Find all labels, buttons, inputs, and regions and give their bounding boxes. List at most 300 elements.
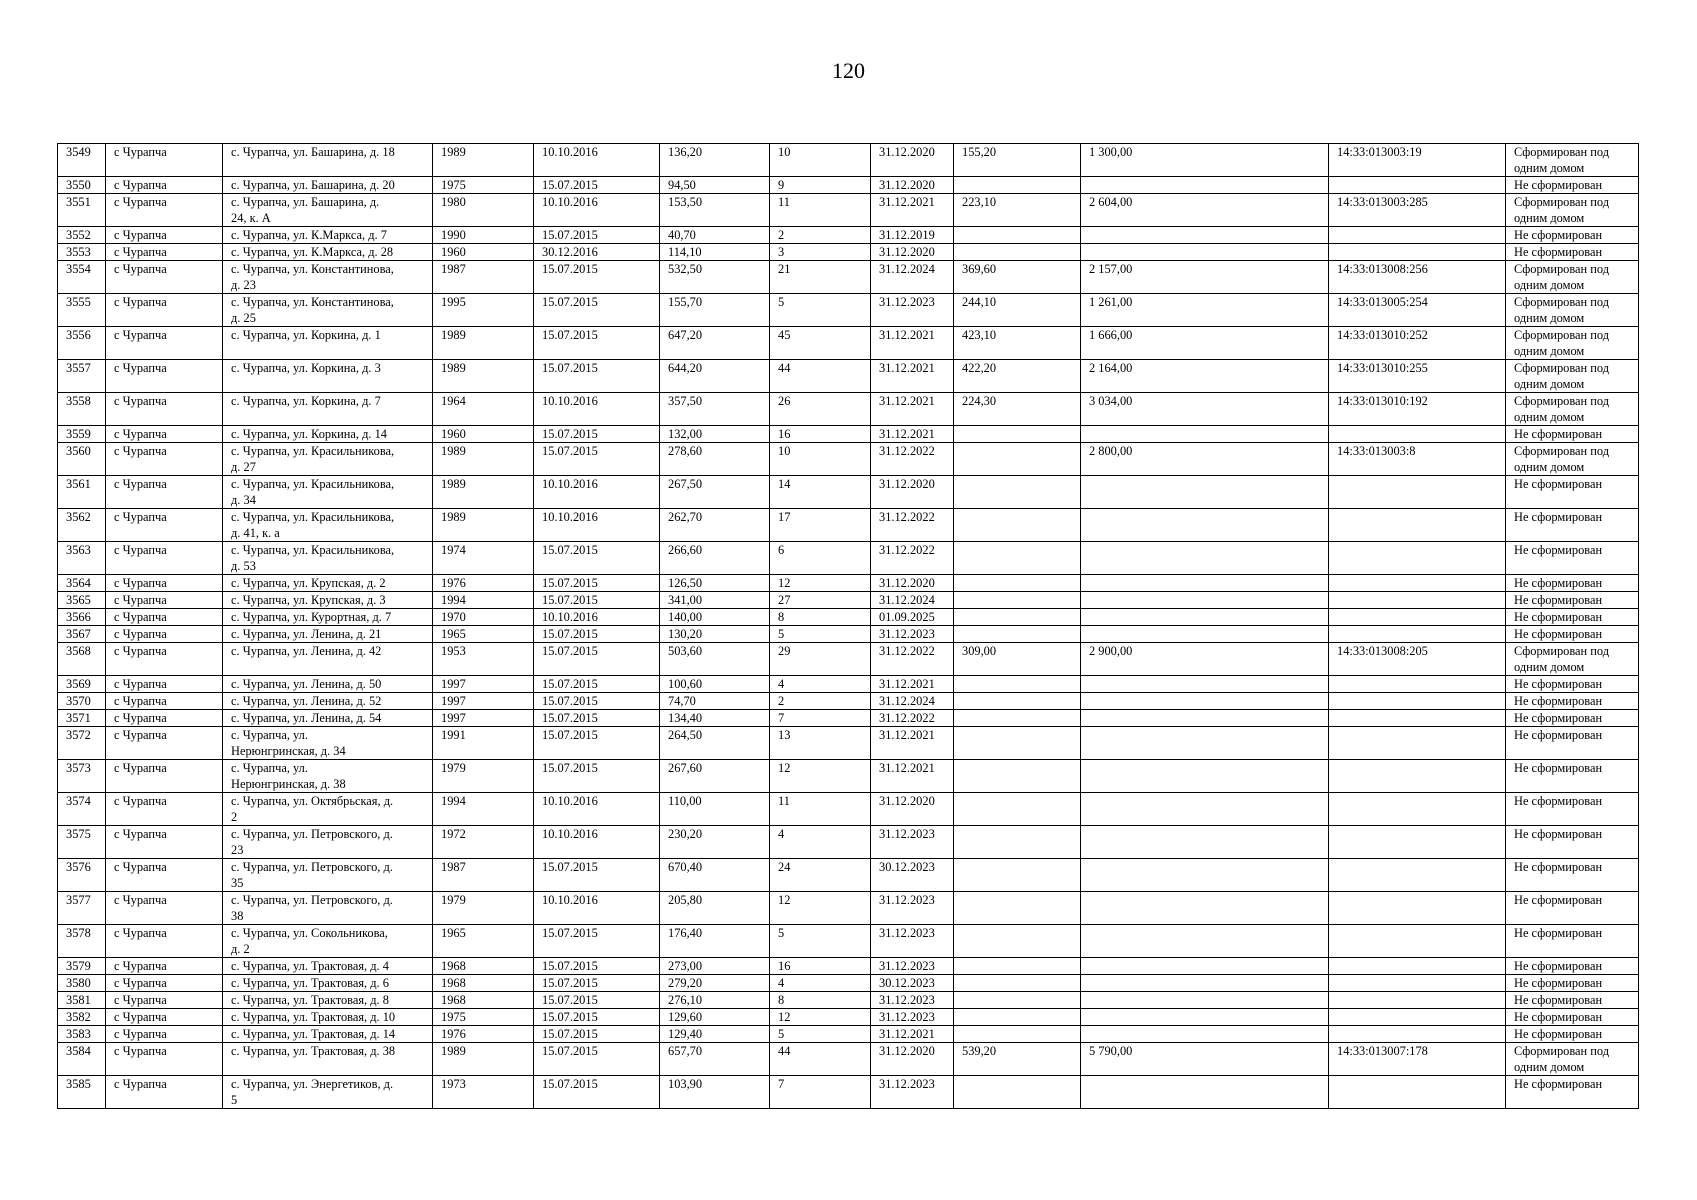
cell-address: с. Чурапча, ул. Ленина, д. 52: [223, 693, 433, 710]
cell-land-area: 369,60: [954, 261, 1081, 294]
cell-settlement: с Чурапча: [106, 958, 223, 975]
cell-cadastral-number: 14:33:013003:19: [1329, 144, 1506, 177]
cell-settlement: с Чурапча: [106, 1026, 223, 1043]
cell-land-area: [954, 693, 1081, 710]
cell-land-area: 244,10: [954, 294, 1081, 327]
cell-land-status: Не сформирован: [1506, 693, 1639, 710]
cell-number: 3553: [58, 244, 106, 261]
cell-land-area: 309,00: [954, 643, 1081, 676]
cell-number: 3573: [58, 760, 106, 793]
cell-number: 3554: [58, 261, 106, 294]
cell-number: 3583: [58, 1026, 106, 1043]
cell-residents: 21: [770, 261, 871, 294]
cell-land-status: Не сформирован: [1506, 710, 1639, 727]
table-row: [58, 1043, 1639, 1076]
cell-number: 3572: [58, 727, 106, 760]
cell-cadastral-number: [1329, 1076, 1506, 1109]
cell-cadastral-number: [1329, 592, 1506, 609]
cell-settlement: с Чурапча: [106, 693, 223, 710]
cell-land-area: [954, 626, 1081, 643]
cell-residents: 26: [770, 393, 871, 426]
table-row: [58, 609, 1639, 626]
cell-inclusion-date: 10.10.2016: [534, 194, 660, 227]
cell-settlement: с Чурапча: [106, 1009, 223, 1026]
cell-year: 1960: [433, 426, 534, 443]
cell-deadline: 31.12.2021: [871, 727, 954, 760]
cell-address: с. Чурапча, ул. Нерюнгринская, д. 34: [223, 727, 433, 760]
cell-number: 3580: [58, 975, 106, 992]
cell-area: 262,70: [660, 509, 770, 542]
cell-cadastral-value: [1081, 958, 1329, 975]
cell-residents: 44: [770, 1043, 871, 1076]
cell-year: 1970: [433, 609, 534, 626]
cell-deadline: 31.12.2023: [871, 626, 954, 643]
table-row: [58, 144, 1639, 177]
cell-residents: 3: [770, 244, 871, 261]
cell-number: 3575: [58, 826, 106, 859]
cell-year: 1980: [433, 194, 534, 227]
cell-area: 130,20: [660, 626, 770, 643]
cell-number: 3579: [58, 958, 106, 975]
cell-cadastral-value: [1081, 1076, 1329, 1109]
cell-land-status: Сформирован под одним домом: [1506, 294, 1639, 327]
cell-settlement: с Чурапча: [106, 294, 223, 327]
cell-cadastral-value: [1081, 1009, 1329, 1026]
cell-land-status: Не сформирован: [1506, 760, 1639, 793]
cell-inclusion-date: 10.10.2016: [534, 793, 660, 826]
cell-land-area: [954, 1076, 1081, 1109]
cell-inclusion-date: 15.07.2015: [534, 676, 660, 693]
cell-inclusion-date: 15.07.2015: [534, 992, 660, 1009]
cell-settlement: с Чурапча: [106, 626, 223, 643]
cell-cadastral-number: [1329, 958, 1506, 975]
cell-area: 357,50: [660, 393, 770, 426]
cell-number: 3567: [58, 626, 106, 643]
cell-residents: 6: [770, 542, 871, 575]
table-row: [58, 626, 1639, 643]
cell-inclusion-date: 15.07.2015: [534, 1043, 660, 1076]
cell-land-status: Не сформирован: [1506, 575, 1639, 592]
cell-cadastral-value: [1081, 575, 1329, 592]
table-row: [58, 1076, 1639, 1109]
cell-land-status: Не сформирован: [1506, 244, 1639, 261]
cell-residents: 16: [770, 958, 871, 975]
cell-year: 1989: [433, 144, 534, 177]
cell-settlement: с Чурапча: [106, 859, 223, 892]
cell-deadline: 31.12.2020: [871, 793, 954, 826]
cell-cadastral-value: [1081, 892, 1329, 925]
cell-land-area: [954, 177, 1081, 194]
cell-residents: 10: [770, 144, 871, 177]
cell-deadline: 31.12.2021: [871, 426, 954, 443]
cell-address: с. Чурапча, ул. Октябрьская, д. 2: [223, 793, 433, 826]
cell-area: 94,50: [660, 177, 770, 194]
cell-cadastral-number: [1329, 542, 1506, 575]
table-row: [58, 1026, 1639, 1043]
cell-residents: 17: [770, 509, 871, 542]
cell-year: 1997: [433, 676, 534, 693]
cell-cadastral-value: [1081, 609, 1329, 626]
table-row: [58, 443, 1639, 476]
cell-inclusion-date: 15.07.2015: [534, 227, 660, 244]
cell-area: 264,50: [660, 727, 770, 760]
cell-cadastral-value: 1 261,00: [1081, 294, 1329, 327]
cell-year: 1989: [433, 509, 534, 542]
cell-deadline: 31.12.2020: [871, 575, 954, 592]
cell-cadastral-value: [1081, 509, 1329, 542]
cell-address: с. Чурапча, ул. Башарина, д. 20: [223, 177, 433, 194]
cell-address: с. Чурапча, ул. Коркина, д. 7: [223, 393, 433, 426]
cell-land-status: Сформирован под одним домом: [1506, 194, 1639, 227]
cell-settlement: с Чурапча: [106, 144, 223, 177]
cell-address: с. Чурапча, ул. Константинова, д. 23: [223, 261, 433, 294]
cell-cadastral-value: [1081, 826, 1329, 859]
cell-settlement: с Чурапча: [106, 575, 223, 592]
cell-cadastral-number: [1329, 626, 1506, 643]
table-row: [58, 760, 1639, 793]
cell-land-area: 422,20: [954, 360, 1081, 393]
cell-land-status: Не сформирован: [1506, 426, 1639, 443]
cell-number: 3558: [58, 393, 106, 426]
cell-residents: 12: [770, 892, 871, 925]
cell-year: 1989: [433, 327, 534, 360]
cell-land-status: Не сформирован: [1506, 1009, 1639, 1026]
cell-area: 267,50: [660, 476, 770, 509]
cell-year: 1987: [433, 261, 534, 294]
cell-address: с. Чурапча, ул. Ленина, д. 42: [223, 643, 433, 676]
cell-area: 40,70: [660, 227, 770, 244]
cell-settlement: с Чурапча: [106, 992, 223, 1009]
cell-settlement: с Чурапча: [106, 244, 223, 261]
cell-area: 114,10: [660, 244, 770, 261]
cell-year: 1965: [433, 626, 534, 643]
cell-area: 140,00: [660, 609, 770, 626]
cell-settlement: с Чурапча: [106, 542, 223, 575]
cell-inclusion-date: 15.07.2015: [534, 958, 660, 975]
cell-area: 205,80: [660, 892, 770, 925]
cell-cadastral-number: [1329, 426, 1506, 443]
cell-number: 3568: [58, 643, 106, 676]
cell-cadastral-value: [1081, 676, 1329, 693]
cell-cadastral-number: [1329, 1009, 1506, 1026]
cell-deadline: 31.12.2024: [871, 693, 954, 710]
cell-deadline: 31.12.2024: [871, 261, 954, 294]
housing-registry-table: [57, 143, 1639, 1109]
cell-land-area: [954, 542, 1081, 575]
cell-deadline: 31.12.2023: [871, 1076, 954, 1109]
cell-area: 110,00: [660, 793, 770, 826]
cell-address: с. Чурапча, ул. Коркина, д. 1: [223, 327, 433, 360]
cell-residents: 8: [770, 609, 871, 626]
cell-address: с. Чурапча, ул. Красильникова, д. 34: [223, 476, 433, 509]
table-row: [58, 592, 1639, 609]
cell-year: 1972: [433, 826, 534, 859]
cell-land-status: Не сформирован: [1506, 476, 1639, 509]
cell-land-status: Не сформирован: [1506, 626, 1639, 643]
cell-number: 3571: [58, 710, 106, 727]
cell-year: 1968: [433, 958, 534, 975]
table-row: [58, 575, 1639, 592]
cell-cadastral-number: [1329, 859, 1506, 892]
cell-land-status: Сформирован под одним домом: [1506, 261, 1639, 294]
cell-address: с. Чурапча, ул. К.Маркса, д. 28: [223, 244, 433, 261]
cell-year: 1975: [433, 177, 534, 194]
cell-address: с. Чурапча, ул. Нерюнгринская, д. 38: [223, 760, 433, 793]
cell-inclusion-date: 10.10.2016: [534, 609, 660, 626]
cell-area: 503,60: [660, 643, 770, 676]
cell-area: 266,60: [660, 542, 770, 575]
cell-settlement: с Чурапча: [106, 676, 223, 693]
cell-year: 1979: [433, 760, 534, 793]
table-row: [58, 360, 1639, 393]
table-row: [58, 693, 1639, 710]
cell-number: 3552: [58, 227, 106, 244]
cell-land-area: [954, 760, 1081, 793]
cell-inclusion-date: 15.07.2015: [534, 859, 660, 892]
cell-area: 278,60: [660, 443, 770, 476]
cell-cadastral-value: [1081, 925, 1329, 958]
cell-cadastral-value: [1081, 793, 1329, 826]
cell-inclusion-date: 10.10.2016: [534, 892, 660, 925]
cell-settlement: с Чурапча: [106, 727, 223, 760]
cell-cadastral-value: 3 034,00: [1081, 393, 1329, 426]
table-row: [58, 958, 1639, 975]
cell-land-status: Не сформирован: [1506, 859, 1639, 892]
cell-address: с. Чурапча, ул. Константинова, д. 25: [223, 294, 433, 327]
cell-area: 230,20: [660, 826, 770, 859]
cell-inclusion-date: 15.07.2015: [534, 542, 660, 575]
cell-number: 3562: [58, 509, 106, 542]
table-row: [58, 1009, 1639, 1026]
table-row: [58, 727, 1639, 760]
table-row: [58, 261, 1639, 294]
cell-cadastral-number: 14:33:013008:205: [1329, 643, 1506, 676]
cell-number: 3582: [58, 1009, 106, 1026]
cell-settlement: с Чурапча: [106, 426, 223, 443]
cell-area: 103,90: [660, 1076, 770, 1109]
cell-settlement: с Чурапча: [106, 261, 223, 294]
cell-land-status: Не сформирован: [1506, 1026, 1639, 1043]
cell-land-area: 224,30: [954, 393, 1081, 426]
cell-land-area: [954, 826, 1081, 859]
cell-land-status: Не сформирован: [1506, 826, 1639, 859]
cell-land-status: Не сформирован: [1506, 1076, 1639, 1109]
cell-address: с. Чурапча, ул. Петровского, д. 23: [223, 826, 433, 859]
cell-inclusion-date: 10.10.2016: [534, 826, 660, 859]
cell-land-area: [954, 443, 1081, 476]
cell-year: 1989: [433, 443, 534, 476]
cell-year: 1964: [433, 393, 534, 426]
cell-cadastral-number: 14:33:013010:255: [1329, 360, 1506, 393]
cell-number: 3574: [58, 793, 106, 826]
cell-number: 3550: [58, 177, 106, 194]
cell-land-status: Сформирован под одним домом: [1506, 144, 1639, 177]
cell-year: 1976: [433, 1026, 534, 1043]
cell-year: 1965: [433, 925, 534, 958]
cell-inclusion-date: 10.10.2016: [534, 509, 660, 542]
cell-cadastral-value: [1081, 1026, 1329, 1043]
cell-land-area: 423,10: [954, 327, 1081, 360]
cell-residents: 11: [770, 194, 871, 227]
cell-land-area: [954, 975, 1081, 992]
cell-inclusion-date: 15.07.2015: [534, 327, 660, 360]
cell-land-status: Сформирован под одним домом: [1506, 643, 1639, 676]
cell-cadastral-number: [1329, 676, 1506, 693]
cell-cadastral-number: 14:33:013008:256: [1329, 261, 1506, 294]
cell-deadline: 31.12.2021: [871, 327, 954, 360]
cell-number: 3576: [58, 859, 106, 892]
cell-address: с. Чурапча, ул. Трактовая, д. 4: [223, 958, 433, 975]
cell-inclusion-date: 15.07.2015: [534, 727, 660, 760]
cell-number: 3585: [58, 1076, 106, 1109]
cell-inclusion-date: 15.07.2015: [534, 294, 660, 327]
cell-cadastral-number: [1329, 892, 1506, 925]
cell-residents: 2: [770, 227, 871, 244]
cell-inclusion-date: 15.07.2015: [534, 360, 660, 393]
cell-land-area: [954, 244, 1081, 261]
cell-deadline: 30.12.2023: [871, 975, 954, 992]
cell-settlement: с Чурапча: [106, 643, 223, 676]
table-row: [58, 227, 1639, 244]
cell-area: 129,40: [660, 1026, 770, 1043]
cell-area: 134,40: [660, 710, 770, 727]
cell-land-area: [954, 710, 1081, 727]
cell-area: 129,60: [660, 1009, 770, 1026]
cell-land-area: [954, 227, 1081, 244]
cell-deadline: 31.12.2023: [871, 925, 954, 958]
cell-residents: 13: [770, 727, 871, 760]
cell-cadastral-number: [1329, 925, 1506, 958]
cell-residents: 12: [770, 1009, 871, 1026]
cell-land-area: 539,20: [954, 1043, 1081, 1076]
cell-cadastral-value: [1081, 542, 1329, 575]
cell-land-area: [954, 509, 1081, 542]
cell-cadastral-number: 14:33:013007:178: [1329, 1043, 1506, 1076]
cell-residents: 5: [770, 1026, 871, 1043]
cell-address: с. Чурапча, ул. Ленина, д. 54: [223, 710, 433, 727]
cell-cadastral-value: [1081, 227, 1329, 244]
cell-deadline: 31.12.2022: [871, 643, 954, 676]
cell-area: 267,60: [660, 760, 770, 793]
cell-year: 1990: [433, 227, 534, 244]
cell-year: 1991: [433, 727, 534, 760]
cell-land-area: [954, 859, 1081, 892]
cell-area: 341,00: [660, 592, 770, 609]
cell-deadline: 01.09.2025: [871, 609, 954, 626]
cell-address: с. Чурапча, ул. К.Маркса, д. 7: [223, 227, 433, 244]
table-row: [58, 643, 1639, 676]
cell-settlement: с Чурапча: [106, 975, 223, 992]
cell-cadastral-number: 14:33:013005:254: [1329, 294, 1506, 327]
cell-deadline: 31.12.2021: [871, 360, 954, 393]
cell-settlement: с Чурапча: [106, 476, 223, 509]
cell-number: 3555: [58, 294, 106, 327]
cell-cadastral-value: [1081, 426, 1329, 443]
cell-number: 3557: [58, 360, 106, 393]
cell-land-area: 223,10: [954, 194, 1081, 227]
cell-cadastral-value: [1081, 975, 1329, 992]
cell-land-area: [954, 676, 1081, 693]
cell-year: 1994: [433, 793, 534, 826]
cell-cadastral-value: [1081, 476, 1329, 509]
cell-year: 1989: [433, 476, 534, 509]
cell-deadline: 31.12.2021: [871, 676, 954, 693]
cell-cadastral-value: 1 300,00: [1081, 144, 1329, 177]
cell-residents: 5: [770, 626, 871, 643]
cell-cadastral-number: [1329, 793, 1506, 826]
cell-residents: 16: [770, 426, 871, 443]
cell-area: 155,70: [660, 294, 770, 327]
cell-deadline: 31.12.2023: [871, 294, 954, 327]
cell-residents: 9: [770, 177, 871, 194]
cell-address: с. Чурапча, ул. Трактовая, д. 38: [223, 1043, 433, 1076]
table-row: [58, 826, 1639, 859]
cell-deadline: 31.12.2021: [871, 1026, 954, 1043]
cell-cadastral-value: [1081, 992, 1329, 1009]
cell-cadastral-number: [1329, 727, 1506, 760]
cell-inclusion-date: 10.10.2016: [534, 144, 660, 177]
cell-land-status: Не сформирован: [1506, 975, 1639, 992]
cell-number: 3578: [58, 925, 106, 958]
cell-year: 1974: [433, 542, 534, 575]
cell-residents: 7: [770, 710, 871, 727]
cell-residents: 4: [770, 975, 871, 992]
cell-land-area: [954, 958, 1081, 975]
cell-area: 647,20: [660, 327, 770, 360]
cell-deadline: 31.12.2021: [871, 760, 954, 793]
cell-residents: 12: [770, 760, 871, 793]
cell-residents: 5: [770, 294, 871, 327]
cell-settlement: с Чурапча: [106, 609, 223, 626]
cell-cadastral-number: [1329, 1026, 1506, 1043]
cell-address: с. Чурапча, ул. Коркина, д. 3: [223, 360, 433, 393]
cell-address: с. Чурапча, ул. Крупская, д. 3: [223, 592, 433, 609]
cell-land-status: Не сформирован: [1506, 727, 1639, 760]
cell-cadastral-value: [1081, 244, 1329, 261]
cell-address: с. Чурапча, ул. Трактовая, д. 10: [223, 1009, 433, 1026]
cell-land-area: [954, 426, 1081, 443]
cell-cadastral-value: 5 790,00: [1081, 1043, 1329, 1076]
cell-area: 74,70: [660, 693, 770, 710]
cell-address: с. Чурапча, ул. Башарина, д. 24, к. А: [223, 194, 433, 227]
cell-area: 132,00: [660, 426, 770, 443]
cell-land-area: [954, 1026, 1081, 1043]
cell-inclusion-date: 10.10.2016: [534, 476, 660, 509]
cell-residents: 2: [770, 693, 871, 710]
cell-cadastral-number: [1329, 476, 1506, 509]
cell-settlement: с Чурапча: [106, 1076, 223, 1109]
table-row: [58, 542, 1639, 575]
cell-cadastral-value: [1081, 727, 1329, 760]
cell-land-status: Сформирован под одним домом: [1506, 327, 1639, 360]
cell-address: с. Чурапча, ул. Петровского, д. 38: [223, 892, 433, 925]
cell-land-area: [954, 892, 1081, 925]
cell-land-status: Не сформирован: [1506, 676, 1639, 693]
cell-settlement: с Чурапча: [106, 443, 223, 476]
cell-deadline: 31.12.2022: [871, 443, 954, 476]
cell-cadastral-value: 2 900,00: [1081, 643, 1329, 676]
cell-address: с. Чурапча, ул. Трактовая, д. 6: [223, 975, 433, 992]
cell-residents: 7: [770, 1076, 871, 1109]
cell-residents: 10: [770, 443, 871, 476]
cell-cadastral-number: [1329, 826, 1506, 859]
cell-settlement: с Чурапча: [106, 360, 223, 393]
cell-deadline: 31.12.2024: [871, 592, 954, 609]
cell-settlement: с Чурапча: [106, 509, 223, 542]
cell-address: с. Чурапча, ул. Энергетиков, д. 5: [223, 1076, 433, 1109]
cell-land-status: Сформирован под одним домом: [1506, 443, 1639, 476]
cell-residents: 27: [770, 592, 871, 609]
